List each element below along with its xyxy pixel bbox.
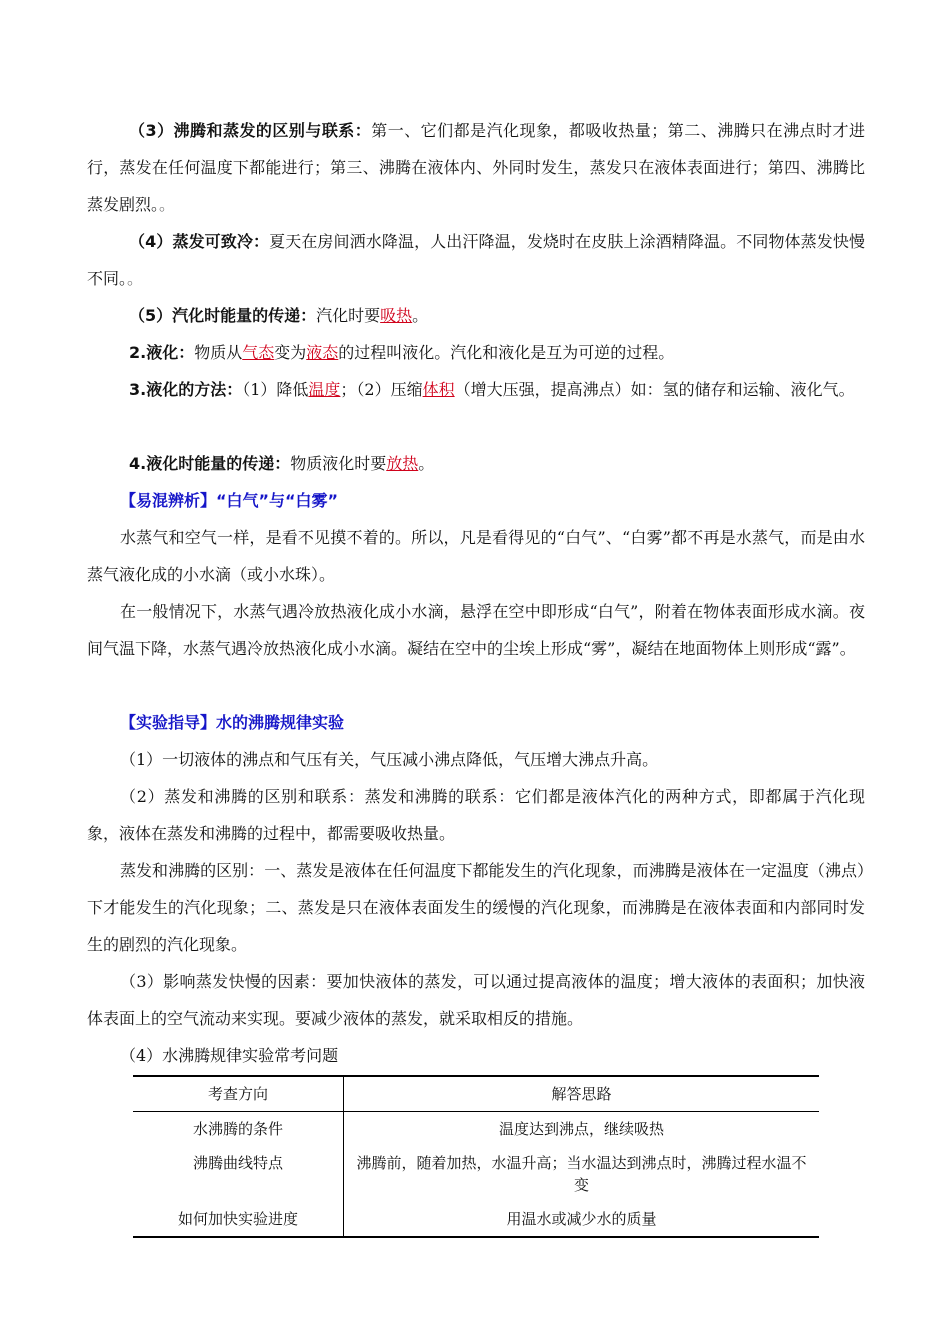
table-cell-direction: 如何加快实验进度 [133, 1202, 344, 1237]
text-liquefaction-post: 的过程叫液化。汽化和液化是互为可逆的过程。 [338, 343, 675, 362]
section-heading-experiment [87, 704, 865, 741]
text-methods-pre: （1）降低 [242, 380, 309, 399]
table-cell-direction: 沸腾曲线特点 [133, 1146, 344, 1202]
heading-boiling-vs-evaporation: （3）沸腾和蒸发的区别与联系： [129, 121, 372, 140]
text-vaporization-energy-pre: 汽化时要 [316, 306, 381, 325]
text-vaporization-energy-post: 。 [412, 306, 429, 325]
paragraph-vaporization-energy [87, 297, 865, 334]
text-boiling-vs-evaporation: 第一、它们都是汽化现象，都吸收热量；第二、沸腾只在沸点时才进行，蒸发在任何温度下都能进行；第三、沸腾在液体内、外同时发生，蒸发只在液体表面进行；第四、沸腾比蒸发剧烈。 [87, 121, 865, 214]
section-heading-confusion [87, 482, 865, 519]
paragraph-liquefaction-energy [87, 445, 865, 482]
paragraph-liquefaction-methods [87, 371, 865, 408]
paragraph-liquefaction [87, 334, 865, 371]
paragraph-evaporation-boiling-difference: 蒸发和沸腾的区别：一、蒸发是液体在任何温度下都能发生的汽化现象，而沸腾是液体在一定温度（沸点）下才能发生的汽化现象；二、蒸发是只在液体表面发生的缓慢的汽化现象，而沸腾是在液体表面和内部同时发生的剧烈的汽化现象。 [87, 861, 865, 954]
paragraph-white-gas: 水蒸气和空气一样，是看不见摸不着的。所以，凡是看得见的“白气”、“白雾”都不再是水蒸气，而是由水蒸气液化成的小水滴（或小水珠）。 [87, 528, 865, 584]
heading-liquefaction-energy: 4.液化时能量的传递： [129, 454, 291, 473]
table-cell-approach: 温度达到沸点，继续吸热 [498, 1120, 664, 1138]
heading-vaporization-energy: （5）汽化时能量的传递： [129, 306, 317, 325]
answer-gaseous: 气态 [242, 343, 275, 362]
text-liquefaction-energy-pre: 物质液化时要 [290, 454, 387, 473]
text-methods-post: （增大压强，提高沸点）如：氢的储存和运输、液化气。 [454, 380, 855, 399]
answer-absorb-heat: 吸热 [380, 306, 413, 325]
heading-evaporation-cooling: （4）蒸发可致冷： [129, 232, 270, 251]
table-cell-approach: 沸腾前，随着加热，水温升高；当水温达到沸点时，沸腾过程水温不变 [356, 1154, 807, 1194]
table-cell-approach: 用温水或减少水的质量 [506, 1210, 657, 1228]
table-header-approach: 解答思路 [551, 1085, 612, 1103]
heading-boiling-experiment: 【实验指导】水的沸腾规律实验 [120, 713, 345, 732]
answer-release-heat: 放热 [386, 454, 419, 473]
text-liquefaction-mid: 变为 [274, 343, 307, 362]
table-row [133, 1202, 819, 1237]
heading-white-gas-vs-fog: 【易混辨析】“白气”与“白雾” [120, 491, 339, 510]
table-header-direction: 考查方向 [133, 1076, 344, 1112]
paragraph-fog-dew: 在一般情况下，水蒸气遇冷放热液化成小水滴，悬浮在空中即形成“白气”，附着在物体表面形成水滴。夜间气温下降，水蒸气遇冷放热液化成小水滴。凝结在空中的尘埃上形成“雾”，凝结在地面物体上则形成“露”。 [87, 602, 865, 658]
paragraph-evaporation-cooling: （4）蒸发可致冷：夏天在房间洒水降温，人出汗降温，发烧时在皮肤上涂酒精降温。不同物体蒸发快慢不同。。 [87, 232, 865, 288]
table-cell-direction: 水沸腾的条件 [133, 1112, 344, 1147]
table-row [133, 1146, 819, 1202]
text-liquefaction-energy-post: 。 [418, 454, 435, 473]
heading-liquefaction: 2.液化： [129, 343, 195, 362]
experiment-questions-table [133, 1075, 819, 1238]
heading-liquefaction-methods: 3.液化的方法： [129, 380, 243, 399]
paragraph-boiling-vs-evaporation: （3）沸腾和蒸发的区别与联系：第一、它们都是汽化现象，都吸收热量；第二、沸腾只在沸点时才进行，蒸发在任何温度下都能进行；第三、沸腾在液体内、外同时发生，蒸发只在液体表面进行；第四、沸腾比蒸发剧烈。。 [87, 121, 865, 214]
text-liquefaction-pre: 物质从 [194, 343, 243, 362]
paragraph-common-questions: （4）水沸腾规律实验常考问题 [120, 1046, 339, 1065]
table-row [133, 1112, 819, 1147]
table-header-row [133, 1076, 819, 1112]
paragraph-evaporation-factors: （3）影响蒸发快慢的因素：要加快液体的蒸发，可以通过提高液体的温度；增大液体的表面积；加快液体表面上的空气流动来实现。要减少液体的蒸发，就采取相反的措施。 [87, 972, 865, 1028]
paragraph-evaporation-boiling-link: （2）蒸发和沸腾的区别和联系：蒸发和沸腾的联系：它们都是液体汽化的两种方式，即都属于汽化现象，液体在蒸发和沸腾的过程中，都需要吸收热量。 [87, 787, 865, 843]
paragraph-boiling-point-pressure: （1）一切液体的沸点和气压有关，气压减小沸点降低，气压增大沸点升高。 [120, 750, 659, 769]
answer-temperature: 温度 [308, 380, 341, 399]
answer-liquid: 液态 [306, 343, 339, 362]
text-evaporation-cooling: 夏天在房间洒水降温，人出汗降温，发烧时在皮肤上涂酒精降温。不同物体蒸发快慢不同。 [87, 232, 865, 288]
text-methods-mid: ；（2）压缩 [340, 380, 423, 399]
answer-volume: 体积 [422, 380, 455, 399]
